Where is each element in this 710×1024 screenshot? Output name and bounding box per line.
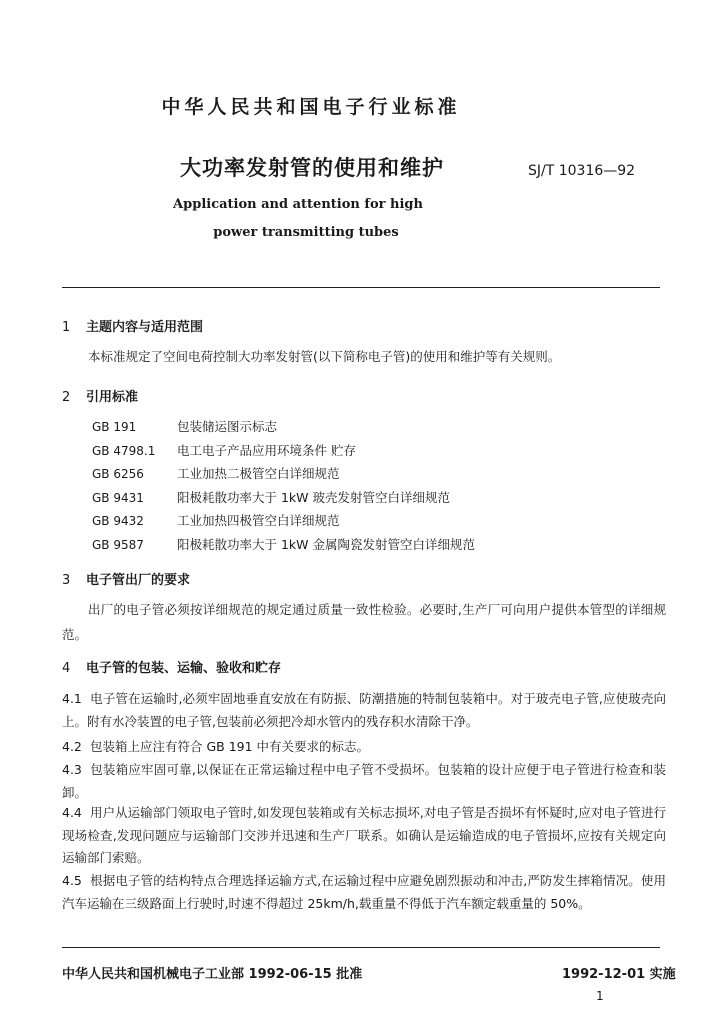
list-item: [92, 439, 475, 463]
clause-number: 4.4: [62, 805, 82, 820]
section-3-text: 出厂的电子管必须按详细规范的规定通过质量一致性检验。必要时,生产厂可向用户提供本管型的详细规范。: [62, 602, 666, 642]
clause-number: 4.2: [62, 739, 82, 754]
clause-number: 4.5: [62, 873, 82, 888]
list-item: [92, 462, 475, 486]
list-item: [92, 509, 475, 533]
effective-date: 1992-12-01 实施: [562, 967, 676, 982]
section-number: 4: [62, 661, 71, 676]
standard-code: SJ/T 10316—92: [528, 163, 636, 179]
reference-title: 电工电子产品应用环境条件 贮存: [177, 442, 356, 458]
section-1-heading: [62, 316, 203, 335]
reference-title: 阳极耗散功率大于 1kW 玻壳发射管空白详细规范: [177, 489, 450, 505]
document-title-cn: 大功率发射管的使用和维护: [180, 156, 444, 180]
clause-text: 电子管在运输时,必须牢固地垂直安放在有防振、防潮措施的特制包装箱中。对于玻壳电子管,应使玻壳向上。附有水冷装置的电子管,包装前必须把冷却水管内的残存积水清除干净。: [62, 691, 666, 729]
footer-divider: [62, 947, 660, 948]
referenced-standards-list: [92, 415, 475, 556]
reference-code: GB 6256: [92, 467, 144, 481]
reference-code: GB 9587: [92, 537, 144, 552]
clause-text: 根据电子管的结构特点合理选择运输方式,在运输过程中应避免剧烈振动和冲击,严防发生摔箱情况。使用汽车运输在三级路面上行驶时,时速不得超过 25km/h,载重量不得低于汽车额定载重量的 50%。: [62, 873, 666, 911]
section-3-heading: [62, 569, 190, 588]
standard-body-header: 中华人民共和国电子行业标准: [161, 96, 461, 118]
section-number: 2: [62, 390, 71, 405]
section-title: 电子管的包装、运输、验收和贮存: [86, 661, 282, 676]
section-title: 引用标准: [86, 390, 139, 405]
reference-code: GB 9431: [92, 490, 144, 505]
approval-statement: 中华人民共和国机械电子工业部 1992-06-15 批准: [62, 967, 363, 982]
reference-title: 包装储运图示标志: [177, 419, 278, 434]
section-title: 主题内容与适用范围: [86, 320, 204, 335]
clause-text: 包装箱应牢固可靠,以保证在正常运输过程中电子管不受损坏。包装箱的设计应便于电子管进行检查和装卸。: [62, 762, 666, 800]
reference-title: 工业加热二极管空白详细规范: [177, 466, 340, 481]
header-divider: [62, 287, 660, 288]
section-2-heading: [62, 386, 138, 405]
section-1-text: 本标准规定了空间电荷控制大功率发射管(以下简称电子管)的使用和维护等有关规则。: [88, 349, 561, 364]
section-title: 电子管出厂的要求: [86, 573, 191, 588]
section-number: 3: [62, 573, 71, 588]
document-title-en-line2: power transmitting tubes: [213, 225, 399, 240]
clause-number: 4.1: [62, 691, 82, 706]
clause-4-2: [62, 736, 666, 759]
page-number: 1: [596, 989, 604, 1003]
section-number: 1: [62, 320, 71, 335]
clause-number: 4.3: [62, 762, 82, 777]
clause-text: 包装箱上应注有符合 GB 191 中有关要求的标志。: [90, 739, 370, 754]
reference-code: GB 191: [92, 420, 137, 434]
reference-title: 阳极耗散功率大于 1kW 金属陶瓷发射管空白详细规范: [177, 536, 475, 552]
document-title-en-line1: Application and attention for high: [173, 197, 423, 212]
clause-4-4: [62, 802, 666, 870]
list-item: [92, 486, 475, 510]
reference-code: GB 9432: [92, 514, 144, 528]
list-item: [92, 415, 475, 439]
clause-4-1: [62, 688, 666, 733]
clause-4-3: [62, 759, 666, 804]
reference-title: 工业加热四极管空白详细规范: [177, 513, 340, 528]
list-item: [92, 533, 475, 557]
clause-text: 用户从运输部门领取电子管时,如发现包装箱或有关标志损坏,对电子管是否损坏有怀疑时,应对电子管进行现场检查,发现问题应与运输部门交涉并迅速和生产厂联系。如确认是运输造成的电子管损坏,应按有关规定向运输部门索赔。: [62, 805, 666, 865]
clause-4-5: [62, 870, 666, 915]
reference-code: GB 4798.1: [92, 443, 156, 458]
section-4-heading: [62, 657, 281, 676]
